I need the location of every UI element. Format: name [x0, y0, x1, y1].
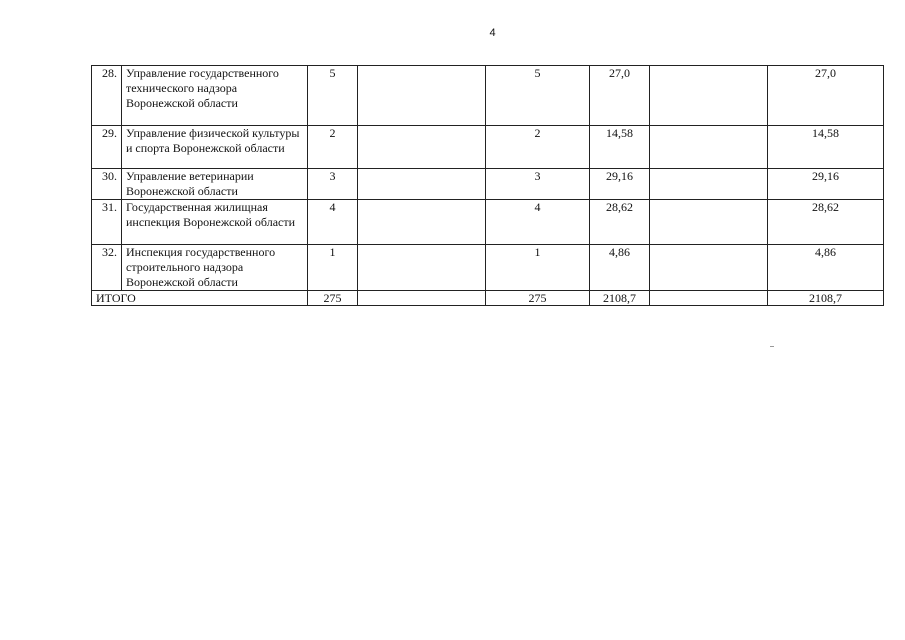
cell-col4: 14,58: [590, 126, 650, 169]
table-row: [92, 169, 884, 200]
cell-col5: [650, 245, 768, 291]
cell-col4: 27,0: [590, 66, 650, 126]
summary-table: [91, 65, 884, 306]
cell-col3: 5: [486, 66, 590, 126]
cell-col6: 27,0: [768, 66, 884, 126]
cell-col3: 2: [486, 126, 590, 169]
total-col6: 2108,7: [768, 291, 884, 306]
organization-name: Инспекция государственного строительного надзора Воронежской области: [122, 245, 308, 291]
cell-col4: 4,86: [590, 245, 650, 291]
table-row: [92, 66, 884, 126]
cell-col1: 5: [308, 66, 358, 126]
row-number: 30.: [92, 169, 122, 200]
row-number: 29.: [92, 126, 122, 169]
organization-name: Управление государственного технического надзора Воронежской области: [122, 66, 308, 126]
table-row: [92, 200, 884, 245]
cell-col6: 29,16: [768, 169, 884, 200]
cell-col6: 14,58: [768, 126, 884, 169]
cell-col3: 1: [486, 245, 590, 291]
cell-col5: [650, 200, 768, 245]
total-label: ИТОГО: [92, 291, 308, 306]
cell-col1: 1: [308, 245, 358, 291]
row-number: 32.: [92, 245, 122, 291]
total-col1: 275: [308, 291, 358, 306]
scan-speck: [770, 346, 774, 347]
total-col4: 2108,7: [590, 291, 650, 306]
cell-col3: 4: [486, 200, 590, 245]
total-row: [92, 291, 884, 306]
table-row: [92, 126, 884, 169]
cell-col4: 28,62: [590, 200, 650, 245]
organization-name: Управление ветеринарии Воронежской области: [122, 169, 308, 200]
cell-col6: 4,86: [768, 245, 884, 291]
row-number: 28.: [92, 66, 122, 126]
organization-name: Управление физической культуры и спорта Воронежской области: [122, 126, 308, 169]
row-number: 31.: [92, 200, 122, 245]
cell-col3: 3: [486, 169, 590, 200]
cell-col2: [358, 169, 486, 200]
cell-col5: [650, 169, 768, 200]
cell-col5: [650, 66, 768, 126]
cell-col1: 2: [308, 126, 358, 169]
cell-col5: [650, 126, 768, 169]
cell-col2: [358, 126, 486, 169]
table-row: [92, 245, 884, 291]
cell-col4: 29,16: [590, 169, 650, 200]
organization-name: Государственная жилищная инспекция Воронежской области: [122, 200, 308, 245]
cell-col1: 4: [308, 200, 358, 245]
cell-col1: 3: [308, 169, 358, 200]
total-col3: 275: [486, 291, 590, 306]
page-number: 4: [489, 27, 496, 39]
cell-col2: [358, 245, 486, 291]
total-col2: [358, 291, 486, 306]
cell-col2: [358, 200, 486, 245]
cell-col2: [358, 66, 486, 126]
cell-col6: 28,62: [768, 200, 884, 245]
total-col5: [650, 291, 768, 306]
